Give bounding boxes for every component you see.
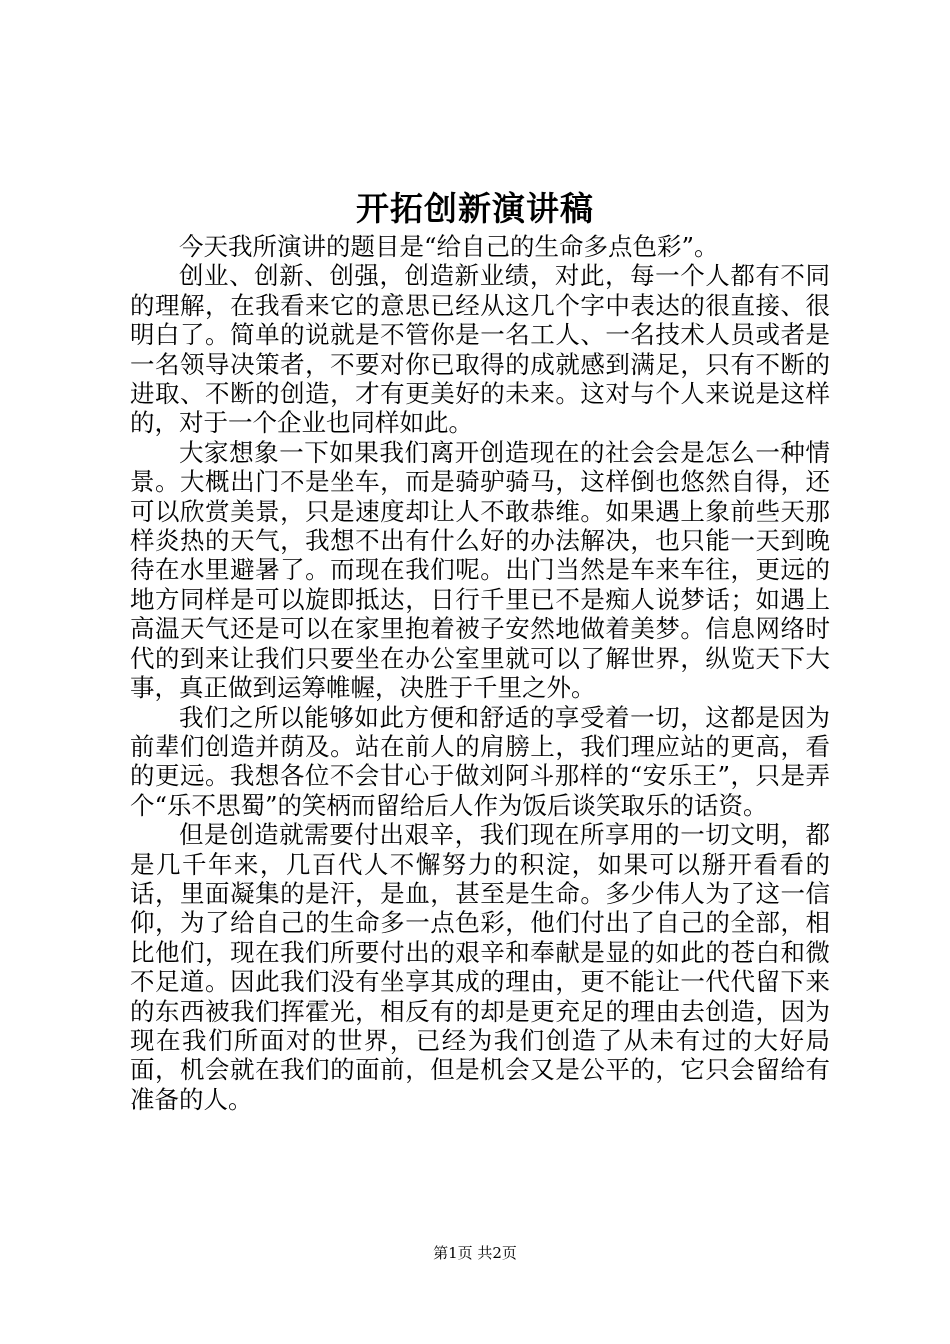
paragraph: 今天我所演讲的题目是“给自己的生命多点色彩”。 bbox=[179, 232, 719, 261]
document-body bbox=[130, 232, 830, 1114]
page-number-footer: 第1页 共2页 bbox=[433, 1244, 517, 1262]
page-title: 开拓创新演讲稿 bbox=[356, 189, 594, 228]
paragraph: 但是创造就需要付出艰辛，我们现在所享用的一切文明，都是几千年来，几百代人不懈努力的积淀，如果可以掰开看看的话，里面凝集的是汗，是血，甚至是生命。多少伟人为了这一信仰，为了给自己的生命多一点色彩，他们付出了自己的全部，相比他们，现在我们所要付出的艰辛和奉献是显的如此的苍白和微不足道。因此我们没有坐享其成的理由，更不能让一代代留下来的东西被我们挥霍光，相反有的却是更充足的理由去创造，因为现在我们所面对的世界，已经为我们创造了从未有过的大好局面，机会就在我们的面前，但是机会又是公平的，它只会留给有准备的人。 bbox=[130, 820, 830, 1114]
paragraph: 创业、创新、创强，创造新业绩，对此，每一个人都有不同的理解，在我看来它的意思已经从这几个字中表达的很直接、很明白了。简单的说就是不管你是一名工人、一名技术人员或者是一名领导决策者，不要对你已取得的成就感到满足，只有不断的进取、不断的创造，才有更美好的未来。这对与个人来说是这样的，对于一个企业也同样如此。 bbox=[130, 261, 830, 438]
paragraph: 大家想象一下如果我们离开创造现在的社会会是怎么一种情景。大概出门不是坐车，而是骑驴骑马，这样倒也悠然自得，还可以欣赏美景，只是速度却让人不敢恭维。如果遇上象前些天那样炎热的天气，我想不出有什么好的办法解决，也只能一天到晚待在水里避暑了。而现在我们呢。出门当然是车来车往，更远的地方同样是可以旋即抵达，日行千里已不是痴人说梦话；如遇上高温天气还是可以在家里抱着被子安然地做着美梦。信息网络时代的到来让我们只要坐在办公室里就可以了解世界，纵览天下大事，真正做到运筹帷幄，决胜于千里之外。 bbox=[130, 437, 830, 703]
paragraph: 我们之所以能够如此方便和舒适的享受着一切，这都是因为前辈们创造并荫及。站在前人的肩膀上，我们理应站的更高，看的更远。我想各位不会甘心于做刘阿斗那样的“安乐王”，只是弄个“乐不思蜀”的笑柄而留给后人作为饭后谈笑取乐的话资。 bbox=[130, 702, 830, 820]
